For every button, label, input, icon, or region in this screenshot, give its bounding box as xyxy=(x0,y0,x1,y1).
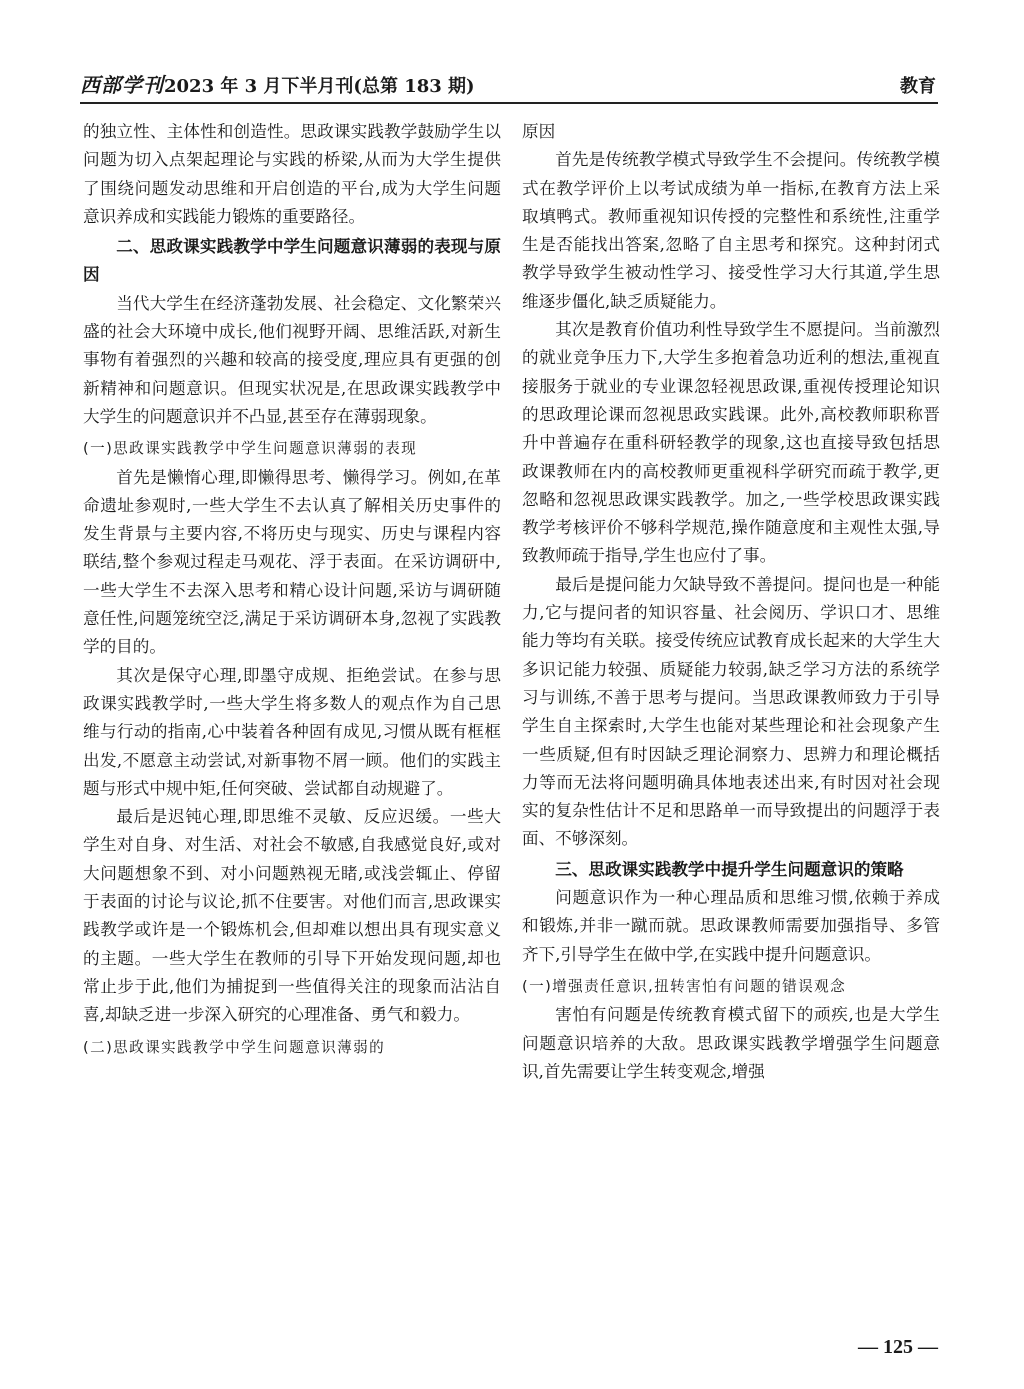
paragraph: 首先是传统教学模式导致学生不会提问。传统教学模式在教学评价上以考试成绩为单一指标,在教育方法上采取填鸭式。教师重视知识传授的完整性和系统性,注重学生是否能找出答案,忽略了自主思考和探究。这种封闭式教学导致学生被动性学习、接受性学习大行其道,学生思维逐步僵化,缺乏质疑能力。 xyxy=(522,150,940,311)
paragraph: 问题意识作为一种心理品质和思维习惯,依赖于养成和锻炼,并非一蹴而就。思政课教师需要加强指导、多管齐下,引导学生在做中学,在实践中提升问题意识。 xyxy=(522,888,940,964)
running-header xyxy=(80,70,938,104)
paragraph: 其次是教育价值功利性导致学生不愿提问。当前激烈的就业竞争压力下,大学生多抱着急功近利的想法,重视直接服务于就业的专业课忽轻视思政课,重视传授理论知识的思政理论课而忽视思政实践课。此外,高校教师职称晋升中普遍存在重科研轻教学的现象,这也直接导致包括思政课教师在内的高校教师更重视科学研究而疏于教学,更忽略和忽视思政课实践教学。加之,一些学校思政课实践教学考核评价不够科学规范,操作随意度和主观性太强,导致教师疏于指导,学生也应付了事。 xyxy=(522,320,940,566)
paragraph: 的独立性、主体性和创造性。思政课实践教学鼓励学生以问题为切入点架起理论与实践的桥梁,从而为大学生提供了围绕问题发动思维和开启创造的平台,成为大学生问题意识养成和实践能力锻炼的重要路径。 xyxy=(83,122,501,226)
section-heading: 二、思政课实践教学中学生问题意识薄弱的表现与原因 xyxy=(83,237,501,285)
issue-info: 2023 年 3 月下半月刊(总第 183 期) xyxy=(164,76,475,97)
section-heading: 三、思政课实践教学中提升学生问题意识的策略 xyxy=(555,859,904,879)
subsection-heading: (二)思政课实践教学中学生问题意识薄弱的 xyxy=(83,1038,386,1056)
paragraph: 其次是保守心理,即墨守成规、拒绝尝试。在参与思政课实践教学时,一些大学生将多数人的观点作为自己思维与行动的指南,心中装着各种固有成见,习惯从既有框框出发,不愿意主动尝试,对新事物不屑一顾。他们的实践主题与形式中规中矩,任何突破、尝试都自动规避了。 xyxy=(83,665,501,798)
page-number: — 125 — xyxy=(858,1336,938,1358)
journal-issue xyxy=(80,69,475,98)
paragraph: 最后是提问能力欠缺导致不善提问。提问也是一种能力,它与提问者的知识容量、社会阅历、学识口才、思维能力等均有关联。接受传统应试教育成长起来的大学生大多识记能力较强、质疑能力较弱,缺乏学习方法的系统学习与训练,不善于思考与提问。当思政课教师致力于引导学生自主探索时,大学生也能对某些理论和社会现象产生一些质疑,但有时因缺乏理论洞察力、思辨力和理论概括力等而无法将问题明确具体地表述出来,有时因对社会现实的复杂性估计不足和思路单一而导致提出的问题浮于表面、不够深刻。 xyxy=(522,574,940,849)
paragraph: 害怕有问题是传统教育模式留下的顽疾,也是大学生问题意识培养的大敌。思政课实践教学增强学生问题意识,首先需要让学生转变观念,增强 xyxy=(522,1005,940,1081)
paragraph: 原因 xyxy=(522,122,556,141)
right-column xyxy=(522,118,940,1086)
paragraph: 最后是迟钝心理,即思维不灵敏、反应迟缓。一些大学生对自身、对生活、对社会不敏感,自我感觉良好,或对大问题想象不到、对小问题熟视无睹,或浅尝辄止、停留于表面的讨论与议论,抓不住要害。对他们而言,思政课实践教学或许是一个锻炼机会,但却难以想出具有现实意义的主题。一些大学生在教师的引导下开始发现问题,却也常止步于此,他们为捕捉到一些值得关注的现象而沾沾自喜,却缺乏进一步深入研究的心理准备、勇气和毅力。 xyxy=(83,807,501,1025)
left-column xyxy=(83,118,501,1062)
subsection-heading: (一)思政课实践教学中学生问题意识薄弱的表现 xyxy=(83,440,418,458)
paragraph: 当代大学生在经济蓬勃发展、社会稳定、文化繁荣兴盛的社会大环境中成长,他们视野开阔、思维活跃,对新生事物有着强烈的兴趣和较高的接受度,理应具有更强的创新精神和问题意识。但现实状况是,在思政课实践教学中大学生的问题意识并不凸显,甚至存在薄弱现象。 xyxy=(83,293,501,426)
subsection-heading: (一)增强责任意识,扭转害怕有问题的错误观念 xyxy=(522,977,847,995)
journal-logo: 西部学刊 xyxy=(80,73,164,97)
paragraph: 首先是懒惰心理,即懒得思考、懒得学习。例如,在革命遗址参观时,一些大学生不去认真了解相关历史事件的发生背景与主要内容,不将历史与现实、历史与课程内容联结,整个参观过程走马观花、浮于表面。在采访调研中,一些大学生不去深入思考和精心设计问题,采访与调研随意任性,问题笼统空泛,满足于采访调研本身,忽视了实践教学的目的。 xyxy=(83,467,501,657)
section-label: 教育 xyxy=(900,76,936,97)
